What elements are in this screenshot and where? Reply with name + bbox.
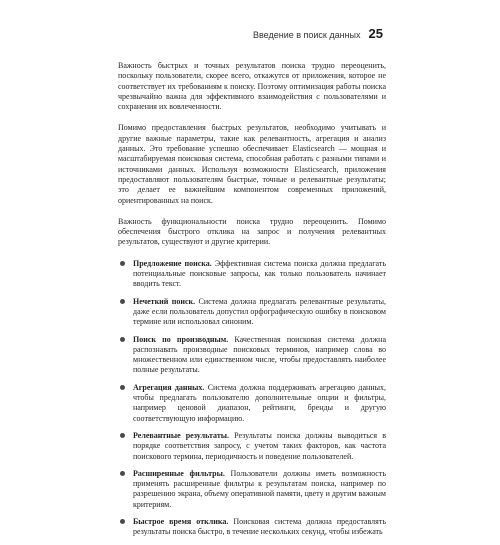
paragraph-2: Помимо предоставления быстрых результатов, необходимо учитывать и другие важные параметры, такие как релевантность, агрегация и анализ данных. Это требование успешно обеспечивает Elasticsearch — мощная и масштабируемая поисковая система, способная работать с разными типами и источниками данных. Используя возможности Elasticsearch, приложения предоставляют пользователям быстрые, точные и релевантные результаты; это делает ее важнейшим компонентом современных приложений, ориентированных на поиск. [118,123,386,205]
list-item-term: Предложение поиска. [133,258,212,268]
bullet-icon [120,261,125,266]
list-item-term: Поиск по производным. [133,334,229,344]
list-item-advanced-filters [118,469,386,510]
criteria-list [118,259,386,538]
list-item-term: Релевантные результаты. [133,430,229,440]
list-item-text: Пользователи должны иметь возможность применять расширенные фильтры к результатам поиска, например по разрешению экрана, объему оперативной памяти, цвету и другим важным критериям. [133,468,386,509]
bullet-icon [120,337,125,342]
list-item-data-aggregation [118,383,386,424]
list-item-text: Эффективная система поиска должна предлагать потенциальные поисковые запросы, как только пользователь начинает вводить текст. [133,258,386,289]
list-item-term: Расширенные фильтры. [133,468,225,478]
bullet-icon [120,471,125,476]
list-item-text: Качественная поисковая система должна распознавать производные поисковых терминов, например слова во множественном или единственном числе, чтобы предоставлять наиболее полные результаты. [133,334,387,375]
list-item-term: Нечеткий поиск. [133,296,196,306]
paragraph-3: Важность функциональности поиска трудно переоценить. Помимо обеспечения быстрого отклика на запрос и получения релевантных результатов, существуют и другие критерии. [118,216,386,247]
list-item-term: Быстрое время отклика. [133,516,229,526]
list-item-relevant-results [118,431,386,462]
page-number: 25 [368,26,383,41]
paragraph-1: Важность быстрых и точных результатов поиска трудно переоценить, поскольку пользователи, скорее всего, откажутся от приложения, которое не соответствует их требованиям к поиску. Поэтому оптимизация работы поиска чрезвычайно важна для эффективного взаимодействия с пользователями и сохранения их вовлеченности. [118,61,386,112]
list-item-text: Система должна поддерживать агрегацию данных, чтобы предлагать пользователю дополнительные опции и фильтры, например ценовой диапазон, рейтинги, бренды и другую соответствующую информацию. [133,382,386,423]
bullet-icon [120,519,125,524]
list-item-derivative-search [118,335,386,376]
list-item-fuzzy-search [118,297,386,328]
list-item-text: Система должна предлагать релевантные результаты, даже если пользователь допустил орфографическую ошибку в поисковом термине или использовал синоним. [133,296,386,327]
body-text [118,61,386,545]
bullet-icon [120,299,125,304]
list-item-fast-response [118,517,386,538]
bullet-icon [120,385,125,390]
section-title: Введение в поиск данных [252,30,361,40]
list-item-text: Результаты поиска должны выводиться в порядке соответствия запросу, с учетом таких факторов, как частота поискового термина, периодичность и поведение пользователей. [133,430,386,461]
list-item-term: Агрегация данных. [133,382,205,392]
list-item-search-suggestions [118,259,386,290]
bullet-icon [120,433,125,438]
list-item-text: Поисковая система должна предоставлять результаты поиска быстро, в течение нескольких секунд, чтобы избежать [133,516,386,537]
running-header [253,26,383,41]
